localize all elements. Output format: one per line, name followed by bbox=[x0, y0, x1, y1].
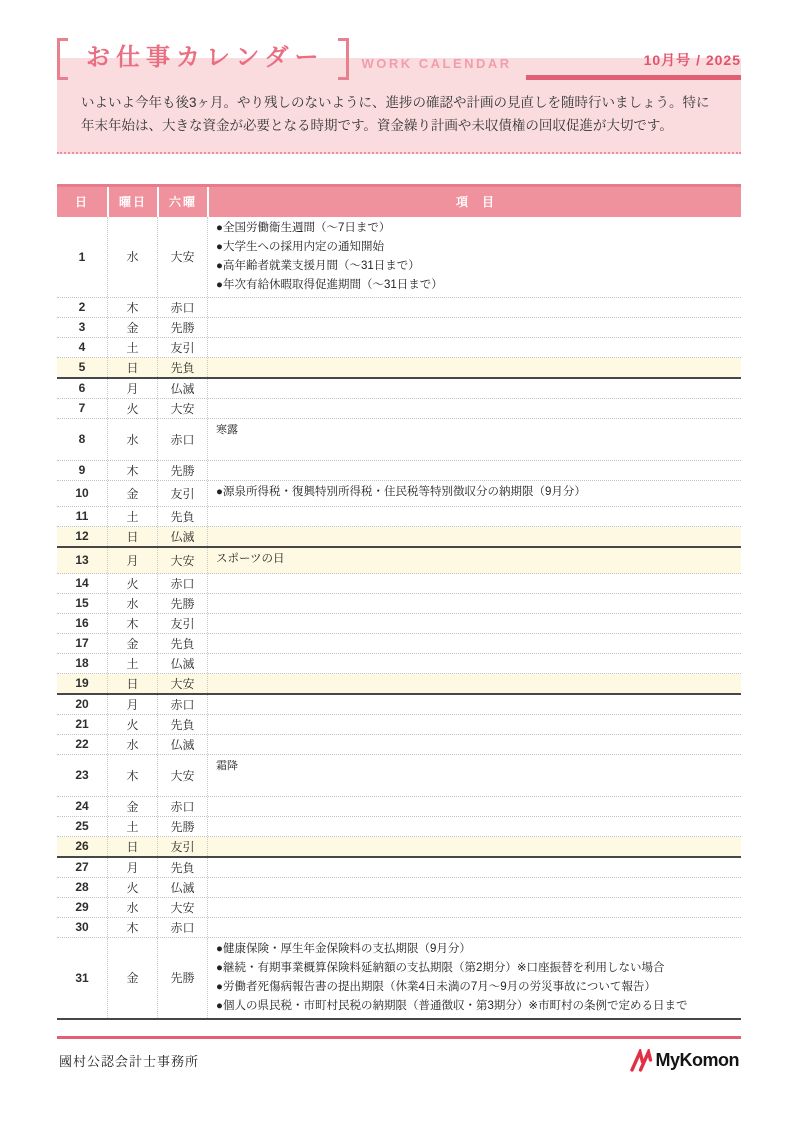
day-cell: 3 bbox=[78, 320, 86, 335]
item-text: ●大学生への採用内定の通知開始 bbox=[216, 240, 384, 253]
issue-underline bbox=[526, 75, 741, 80]
bracket-left-icon bbox=[57, 38, 68, 80]
weekday-cell: 火 bbox=[107, 399, 157, 418]
table-row bbox=[57, 755, 741, 797]
table-row bbox=[57, 358, 741, 379]
weekday-cell: 金 bbox=[107, 481, 157, 506]
rokuyo-cell: 友引 bbox=[157, 837, 207, 856]
table-row bbox=[57, 507, 741, 527]
rokuyo-cell: 友引 bbox=[157, 338, 207, 357]
rokuyo-cell: 仏滅 bbox=[157, 654, 207, 673]
table-row bbox=[57, 298, 741, 318]
table-row bbox=[57, 918, 741, 938]
item-text: ●個人の県民税・市町村民税の納期限（普通徴収・第3期分）※市町村の条例で定める日まで bbox=[216, 999, 688, 1012]
items-cell bbox=[207, 594, 741, 613]
weekday-cell: 日 bbox=[107, 527, 157, 546]
rokuyo-cell: 大安 bbox=[157, 217, 207, 297]
items-cell bbox=[207, 837, 741, 856]
item-text: スポーツの日 bbox=[216, 552, 285, 565]
rokuyo-cell: 大安 bbox=[157, 674, 207, 693]
weekday-cell: 日 bbox=[107, 358, 157, 377]
day-cell: 4 bbox=[78, 340, 86, 355]
office-name: 國村公認会計士事務所 bbox=[59, 1054, 200, 1070]
mykomon-logo bbox=[629, 1049, 740, 1073]
rokuyo-cell: 先負 bbox=[157, 715, 207, 734]
table-row bbox=[57, 674, 741, 695]
item-text: 霜降 bbox=[216, 759, 238, 772]
day-cell: 26 bbox=[75, 839, 89, 854]
rokuyo-cell: 友引 bbox=[157, 481, 207, 506]
table-row bbox=[57, 318, 741, 338]
day-cell: 23 bbox=[75, 768, 89, 783]
items-cell bbox=[207, 481, 741, 506]
header bbox=[57, 38, 741, 80]
items-cell bbox=[207, 938, 741, 1018]
table-row bbox=[57, 634, 741, 654]
rokuyo-cell: 先負 bbox=[157, 634, 207, 653]
table-row bbox=[57, 878, 741, 898]
items-cell bbox=[207, 674, 741, 693]
page-subtitle: WORK CALENDAR bbox=[361, 56, 512, 71]
weekday-cell: 水 bbox=[107, 735, 157, 754]
item-text: ●健康保険・厚生年金保険料の支払期限（9月分） bbox=[216, 942, 471, 955]
items-cell bbox=[207, 695, 741, 714]
items-cell bbox=[207, 797, 741, 816]
day-cell: 17 bbox=[75, 636, 89, 651]
day-cell: 1 bbox=[78, 249, 86, 264]
rokuyo-cell: 先勝 bbox=[157, 594, 207, 613]
table-row bbox=[57, 338, 741, 358]
item-text: ●高年齢者就業支援月間（～31日まで） bbox=[216, 259, 420, 272]
items-cell bbox=[207, 527, 741, 546]
day-cell: 27 bbox=[75, 860, 89, 875]
item-text: 寒露 bbox=[216, 423, 238, 436]
rokuyo-cell: 仏滅 bbox=[157, 735, 207, 754]
rokuyo-cell: 仏滅 bbox=[157, 379, 207, 398]
weekday-cell: 月 bbox=[107, 695, 157, 714]
day-cell: 25 bbox=[75, 819, 89, 834]
items-cell bbox=[207, 548, 741, 573]
weekday-cell: 火 bbox=[107, 878, 157, 897]
day-cell: 31 bbox=[75, 970, 89, 985]
table-row bbox=[57, 938, 741, 1020]
mykomon-m-icon bbox=[629, 1049, 653, 1073]
rokuyo-cell: 友引 bbox=[157, 614, 207, 633]
table-row bbox=[57, 715, 741, 735]
items-cell bbox=[207, 419, 741, 460]
column-header-items: 項目 bbox=[207, 187, 741, 217]
day-cell: 24 bbox=[75, 799, 89, 814]
items-cell bbox=[207, 379, 741, 398]
items-cell bbox=[207, 654, 741, 673]
rokuyo-cell: 仏滅 bbox=[157, 878, 207, 897]
day-cell: 2 bbox=[78, 300, 86, 315]
table-row bbox=[57, 837, 741, 858]
day-cell: 9 bbox=[78, 463, 86, 478]
items-cell bbox=[207, 755, 741, 796]
weekday-cell: 月 bbox=[107, 379, 157, 398]
rokuyo-cell: 赤口 bbox=[157, 695, 207, 714]
calendar-table bbox=[57, 184, 741, 1020]
rokuyo-cell: 先勝 bbox=[157, 938, 207, 1018]
rokuyo-cell: 先負 bbox=[157, 358, 207, 377]
items-cell bbox=[207, 399, 741, 418]
item-text: ●労働者死傷病報告書の提出期限（休業4日未満の7月～9月の労災事故について報告） bbox=[216, 980, 656, 993]
day-cell: 22 bbox=[75, 737, 89, 752]
rokuyo-cell: 仏滅 bbox=[157, 527, 207, 546]
rokuyo-cell: 赤口 bbox=[157, 574, 207, 593]
items-cell bbox=[207, 217, 741, 297]
day-cell: 20 bbox=[75, 697, 89, 712]
table-row bbox=[57, 481, 741, 507]
table-row bbox=[57, 461, 741, 481]
day-cell: 12 bbox=[75, 529, 89, 544]
weekday-cell: 木 bbox=[107, 461, 157, 480]
item-text: ●全国労働衛生週間（～7日まで） bbox=[216, 221, 391, 234]
weekday-cell: 月 bbox=[107, 548, 157, 573]
items-cell bbox=[207, 461, 741, 480]
weekday-cell: 金 bbox=[107, 797, 157, 816]
page-title: お仕事カレンダー bbox=[86, 44, 325, 71]
column-header-weekday: 曜日 bbox=[107, 187, 157, 217]
weekday-cell: 木 bbox=[107, 755, 157, 796]
weekday-cell: 土 bbox=[107, 338, 157, 357]
weekday-cell: 水 bbox=[107, 898, 157, 917]
rokuyo-cell: 先負 bbox=[157, 507, 207, 526]
item-text: ●源泉所得税・復興特別所得税・住民税等特別徴収分の納期限（9月分） bbox=[216, 485, 586, 498]
rokuyo-cell: 大安 bbox=[157, 898, 207, 917]
day-cell: 21 bbox=[75, 717, 89, 732]
day-cell: 29 bbox=[75, 900, 89, 915]
rokuyo-cell: 赤口 bbox=[157, 419, 207, 460]
weekday-cell: 日 bbox=[107, 837, 157, 856]
weekday-cell: 金 bbox=[107, 634, 157, 653]
calendar-body bbox=[57, 217, 741, 1020]
day-cell: 14 bbox=[75, 576, 89, 591]
items-cell bbox=[207, 918, 741, 937]
table-row bbox=[57, 379, 741, 399]
table-row bbox=[57, 574, 741, 594]
day-cell: 30 bbox=[75, 920, 89, 935]
day-cell: 7 bbox=[78, 401, 86, 416]
table-row bbox=[57, 548, 741, 574]
weekday-cell: 火 bbox=[107, 574, 157, 593]
rokuyo-cell: 大安 bbox=[157, 399, 207, 418]
day-cell: 16 bbox=[75, 616, 89, 631]
table-row bbox=[57, 797, 741, 817]
item-text: ●継続・有期事業概算保険料延納額の支払期限（第2期分）※口座振替を利用しない場合 bbox=[216, 961, 665, 974]
column-header-rokuyo: 六曜 bbox=[157, 187, 207, 217]
weekday-cell: 金 bbox=[107, 938, 157, 1018]
calendar-header-row bbox=[57, 184, 741, 217]
footer bbox=[57, 1036, 741, 1073]
items-cell bbox=[207, 878, 741, 897]
rokuyo-cell: 先勝 bbox=[157, 318, 207, 337]
items-cell bbox=[207, 358, 741, 377]
table-row bbox=[57, 399, 741, 419]
rokuyo-cell: 大安 bbox=[157, 755, 207, 796]
table-row bbox=[57, 735, 741, 755]
column-header-day: 日 bbox=[74, 194, 89, 209]
rokuyo-cell: 先負 bbox=[157, 858, 207, 877]
mykomon-text: MyKomon bbox=[655, 1050, 739, 1071]
item-text: ●年次有給休暇取得促進期間（～31日まで） bbox=[216, 278, 443, 291]
items-cell bbox=[207, 318, 741, 337]
rokuyo-cell: 大安 bbox=[157, 548, 207, 573]
weekday-cell: 水 bbox=[107, 217, 157, 297]
table-row bbox=[57, 695, 741, 715]
issue-label: 10月号 / 2025 bbox=[643, 52, 741, 68]
day-cell: 18 bbox=[75, 656, 89, 671]
rokuyo-cell: 赤口 bbox=[157, 298, 207, 317]
table-row bbox=[57, 858, 741, 878]
items-cell bbox=[207, 507, 741, 526]
table-row bbox=[57, 419, 741, 461]
table-row bbox=[57, 614, 741, 634]
weekday-cell: 土 bbox=[107, 817, 157, 836]
intro-text: いよいよ今年も後3ヶ月。やり残しのないように、進捗の確認や計画の見直しを随時行いましょう。特に年末年始は、大きな資金が必要となる時期です。資金繰り計画や未収債権の回収促進が大切です。 bbox=[81, 95, 710, 133]
day-cell: 19 bbox=[75, 676, 89, 691]
bracket-right-icon bbox=[338, 38, 349, 80]
items-cell bbox=[207, 338, 741, 357]
table-row bbox=[57, 654, 741, 674]
items-cell bbox=[207, 298, 741, 317]
items-cell bbox=[207, 574, 741, 593]
rokuyo-cell: 先勝 bbox=[157, 817, 207, 836]
issue-group bbox=[526, 50, 741, 80]
items-cell bbox=[207, 634, 741, 653]
items-cell bbox=[207, 735, 741, 754]
day-cell: 11 bbox=[75, 509, 89, 524]
items-cell bbox=[207, 614, 741, 633]
day-cell: 13 bbox=[75, 553, 89, 568]
weekday-cell: 火 bbox=[107, 715, 157, 734]
table-row bbox=[57, 594, 741, 614]
weekday-cell: 木 bbox=[107, 614, 157, 633]
weekday-cell: 金 bbox=[107, 318, 157, 337]
items-cell bbox=[207, 715, 741, 734]
rokuyo-cell: 赤口 bbox=[157, 918, 207, 937]
weekday-cell: 土 bbox=[107, 654, 157, 673]
day-cell: 28 bbox=[75, 880, 89, 895]
items-cell bbox=[207, 858, 741, 877]
day-cell: 10 bbox=[75, 486, 89, 501]
day-cell: 15 bbox=[75, 596, 89, 611]
day-cell: 8 bbox=[78, 432, 86, 447]
table-row bbox=[57, 898, 741, 918]
items-cell bbox=[207, 817, 741, 836]
table-row bbox=[57, 217, 741, 298]
weekday-cell: 水 bbox=[107, 419, 157, 460]
rokuyo-cell: 先勝 bbox=[157, 461, 207, 480]
weekday-cell: 土 bbox=[107, 507, 157, 526]
weekday-cell: 日 bbox=[107, 674, 157, 693]
page-title-group bbox=[57, 38, 349, 80]
weekday-cell: 木 bbox=[107, 918, 157, 937]
table-row bbox=[57, 817, 741, 837]
weekday-cell: 月 bbox=[107, 858, 157, 877]
table-row bbox=[57, 527, 741, 548]
items-cell bbox=[207, 898, 741, 917]
day-cell: 6 bbox=[78, 381, 86, 396]
weekday-cell: 水 bbox=[107, 594, 157, 613]
day-cell: 5 bbox=[78, 360, 86, 375]
rokuyo-cell: 赤口 bbox=[157, 797, 207, 816]
weekday-cell: 木 bbox=[107, 298, 157, 317]
